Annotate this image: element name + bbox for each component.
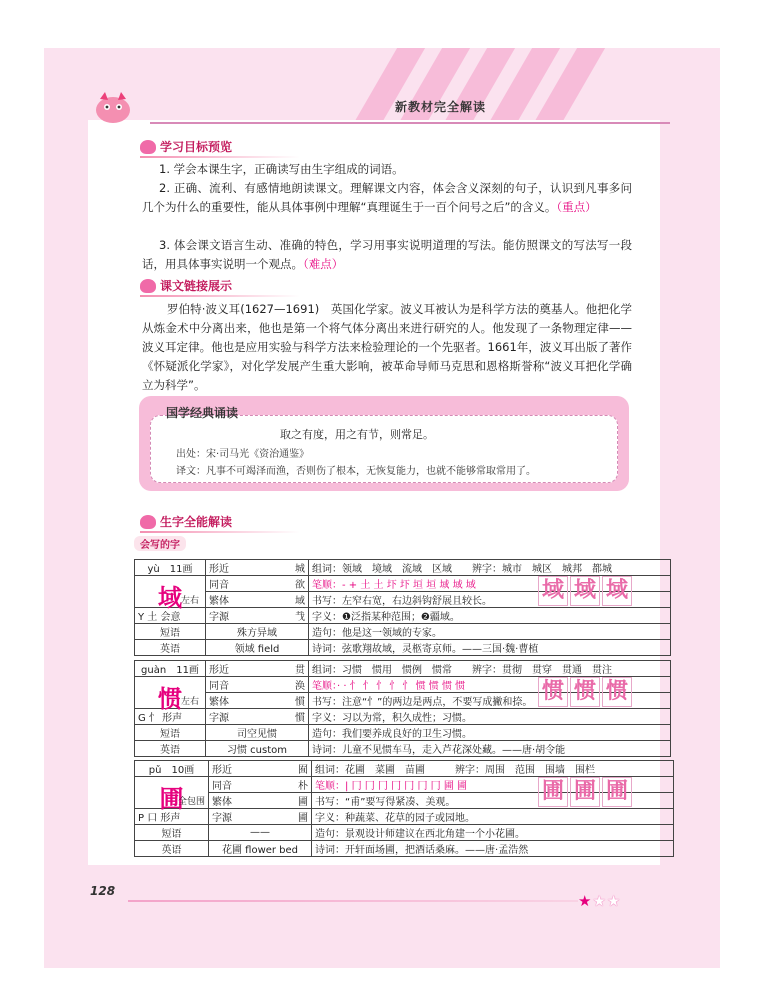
goal-item-2: 2. 正确、流利、有感情地朗读课文。理解课文内容，体会含义深刻的句子，认识到凡事多问几个为什么的重要性，能从具体事例中理解“真理诞生于一百个问号之后”的含义。（重点） bbox=[142, 181, 632, 214]
link-title: 课文链接展示 bbox=[160, 279, 233, 293]
difficulty-stars bbox=[578, 892, 621, 910]
practice-character: 域 bbox=[538, 576, 568, 606]
practice-character: 域 bbox=[570, 576, 600, 606]
char-attr-value: 慣 bbox=[262, 693, 309, 709]
char-attr-label: 字源 bbox=[206, 608, 263, 624]
key-point-label: （重点） bbox=[556, 200, 597, 214]
char-radical: G 忄 形声 bbox=[135, 709, 206, 725]
footer-divider bbox=[128, 900, 578, 902]
section-bullet-icon bbox=[140, 140, 156, 154]
char-meaning: 字义：习以为常，积久成性；习惯。 bbox=[309, 709, 671, 725]
char-words: 组词：花圃 菜圃 苗圃 辨字：周围 范围 围墙 围栏 bbox=[312, 761, 674, 777]
phrase-label: 短语 bbox=[135, 624, 206, 640]
phrase-value: —— bbox=[209, 825, 312, 841]
char-attr-label: 同音 bbox=[206, 576, 263, 592]
english-label: 英语 bbox=[135, 741, 206, 757]
char-sentence: 造句：他是这一领域的专家。 bbox=[309, 624, 671, 640]
practice-character: 圃 bbox=[570, 777, 600, 807]
chars-subtitle: 会写的字 bbox=[134, 536, 186, 551]
chars-title: 生字全能解读 bbox=[160, 515, 233, 529]
char-attr-label: 字源 bbox=[209, 809, 266, 825]
char-attr-label: 形近 bbox=[206, 661, 263, 677]
char-poem: 诗词：弦歌翔故域，灵柩寄京师。——三国·魏·曹植 bbox=[309, 640, 671, 656]
practice-grid bbox=[536, 576, 632, 606]
section-bullet-icon bbox=[140, 515, 156, 529]
char-meaning: 字义：种蔬菜、花草的园子或园地。 bbox=[312, 809, 674, 825]
char-attr-value: 朴 bbox=[265, 777, 312, 793]
char-attr-value: 欲 bbox=[262, 576, 309, 592]
star-icon: ★ bbox=[578, 892, 593, 910]
writing-tip: 书写：左窄右宽，右边斜钩舒展且较长。 bbox=[309, 592, 671, 608]
char-attr-value: 域 bbox=[262, 592, 309, 608]
char-attr-value: 𢦏 bbox=[262, 608, 309, 624]
char-table bbox=[134, 660, 671, 757]
writing-tip: 书写：“甫”要写得紧凑、美观。 bbox=[312, 793, 674, 809]
char-radical: P 口 形声 bbox=[135, 809, 209, 825]
char-radical: Y 土 会意 bbox=[135, 608, 206, 624]
practice-character: 惯 bbox=[570, 677, 600, 707]
phrase-value: 司空见惯 bbox=[206, 725, 309, 741]
english-label: 英语 bbox=[135, 640, 206, 656]
pinyin-strokes: pǔ 10画 bbox=[135, 761, 209, 777]
char-attr-label: 繁体 bbox=[206, 592, 263, 608]
header-divider bbox=[150, 122, 670, 124]
char-attr-label: 字源 bbox=[206, 709, 263, 725]
char-attr-label: 繁体 bbox=[206, 693, 263, 709]
char-attr-label: 繁体 bbox=[209, 793, 266, 809]
difficult-point-label: （难点） bbox=[303, 257, 344, 271]
practice-grid bbox=[536, 677, 632, 707]
mascot-logo-icon bbox=[92, 90, 134, 126]
phrase-label: 短语 bbox=[135, 825, 209, 841]
writing-tip: 书写：注意“忄”的两边是两点，不要写成撇和捺。 bbox=[309, 693, 671, 709]
link-paragraph: 罗伯特·波义耳(1627—1691) 英国化学家。波义耳被认为是科学方法的奠基人。他把化学从炼金术中分离出来，他也是第一个将气体分离出来进行研究的人。他发现了一条物理定律——波义耳定律。他也是应用实验与科学方法来检验理论的一个先驱者。1661年，波义耳出版了著作《怀疑派化学家》，对化学发展产生重大影响，被革命导师马克思和恩格斯誉称“波义耳把化学确立为科学”。 bbox=[142, 302, 632, 392]
char-sentence: 造句：我们要养成良好的卫生习惯。 bbox=[309, 725, 671, 741]
practice-character: 惯 bbox=[538, 677, 568, 707]
section-underline bbox=[140, 156, 300, 158]
star-icon: ★ bbox=[606, 892, 622, 910]
target-character: 圃 全包围 bbox=[135, 777, 209, 809]
char-words: 组词：习惯 惯用 惯例 惯常 辨字：贯彻 贯穿 贯通 贯注 bbox=[309, 661, 671, 677]
star-icon: ★ bbox=[592, 892, 607, 910]
stroke-order: 笔顺：| 冂 冂 冂 冂 冂 冂 冂 圃 圃 bbox=[312, 777, 674, 793]
section-bullet-icon bbox=[140, 279, 156, 293]
section-underline bbox=[140, 531, 300, 533]
book-title: 新教材完全解读 bbox=[395, 100, 487, 114]
classic-translation: 译文：凡事不可竭泽而渔，否则伤了根本，无恢复能力，也就不能够常取常用了。 bbox=[176, 466, 536, 477]
char-attr-label: 形近 bbox=[209, 761, 266, 777]
char-attr-value: 涣 bbox=[262, 677, 309, 693]
chars-heading bbox=[140, 513, 232, 530]
page-number: 128 bbox=[90, 884, 116, 898]
classic-title: 国学经典诵读 bbox=[166, 406, 239, 420]
pinyin-strokes: yù 11画 bbox=[135, 560, 206, 576]
link-heading bbox=[140, 277, 232, 294]
char-attr-value: 城 bbox=[262, 560, 309, 576]
char-attr-value: 囿 bbox=[265, 761, 312, 777]
char-attr-value: 贯 bbox=[262, 661, 309, 677]
char-table bbox=[134, 559, 671, 656]
practice-grid bbox=[536, 777, 632, 807]
char-table bbox=[134, 760, 674, 857]
practice-character: 圃 bbox=[602, 777, 632, 807]
char-attr-label: 形近 bbox=[206, 560, 263, 576]
classic-quote: 取之有度，用之有节，则常足。 bbox=[280, 428, 434, 441]
char-sentence: 造句：景观设计师建议在西北角建一个小花圃。 bbox=[312, 825, 674, 841]
goals-heading bbox=[140, 138, 232, 155]
char-attr-label: 同音 bbox=[209, 777, 266, 793]
stroke-order: 笔顺：· · 忄 忄 忄 忄 忄 惯 惯 惯 惯 bbox=[309, 677, 671, 693]
char-meaning: 字义：❶泛指某种范围；❷疆域。 bbox=[309, 608, 671, 624]
goal-item-3: 3. 体会课文语言生动、准确的特色，学习用事实说明道理的写法。能仿照课文的写法写一段话，用具体事实说明一个观点。（难点） bbox=[142, 238, 632, 271]
stroke-order: 笔顺：- + 土 土 圷 圷 垣 垣 域 域 域 bbox=[309, 576, 671, 592]
char-attr-value: 慣 bbox=[262, 709, 309, 725]
char-poem: 诗词：开轩面场圃，把酒话桑麻。——唐·孟浩然 bbox=[312, 841, 674, 857]
goal-item-1: 1. 学会本课生字，正确读写由生字组成的词语。 bbox=[159, 162, 404, 176]
char-attr-label: 同音 bbox=[206, 677, 263, 693]
char-attr-value: 圃 bbox=[265, 809, 312, 825]
char-words: 组词：领域 境域 流域 区域 辨字：城市 城区 城邦 都城 bbox=[309, 560, 671, 576]
char-poem: 诗词：儿童不见惯车马，走入芦花深处藏。——唐·胡令能 bbox=[309, 741, 671, 757]
phrase-label: 短语 bbox=[135, 725, 206, 741]
practice-character: 圃 bbox=[538, 777, 568, 807]
english-value: 习惯 custom bbox=[206, 741, 309, 757]
target-character: 惯 左右 bbox=[135, 677, 206, 709]
english-value: 领域 field bbox=[206, 640, 309, 656]
pinyin-strokes: guàn 11画 bbox=[135, 661, 206, 677]
classic-source: 出处：宋·司马光《资治通鉴》 bbox=[176, 449, 310, 460]
english-value: 花圃 flower bed bbox=[209, 841, 312, 857]
target-character: 域 左右 bbox=[135, 576, 206, 608]
char-attr-value: 圃 bbox=[265, 793, 312, 809]
phrase-value: 殊方异域 bbox=[206, 624, 309, 640]
practice-character: 域 bbox=[602, 576, 632, 606]
section-underline bbox=[140, 295, 300, 297]
goals-title: 学习目标预览 bbox=[160, 140, 233, 154]
english-label: 英语 bbox=[135, 841, 209, 857]
practice-character: 惯 bbox=[602, 677, 632, 707]
